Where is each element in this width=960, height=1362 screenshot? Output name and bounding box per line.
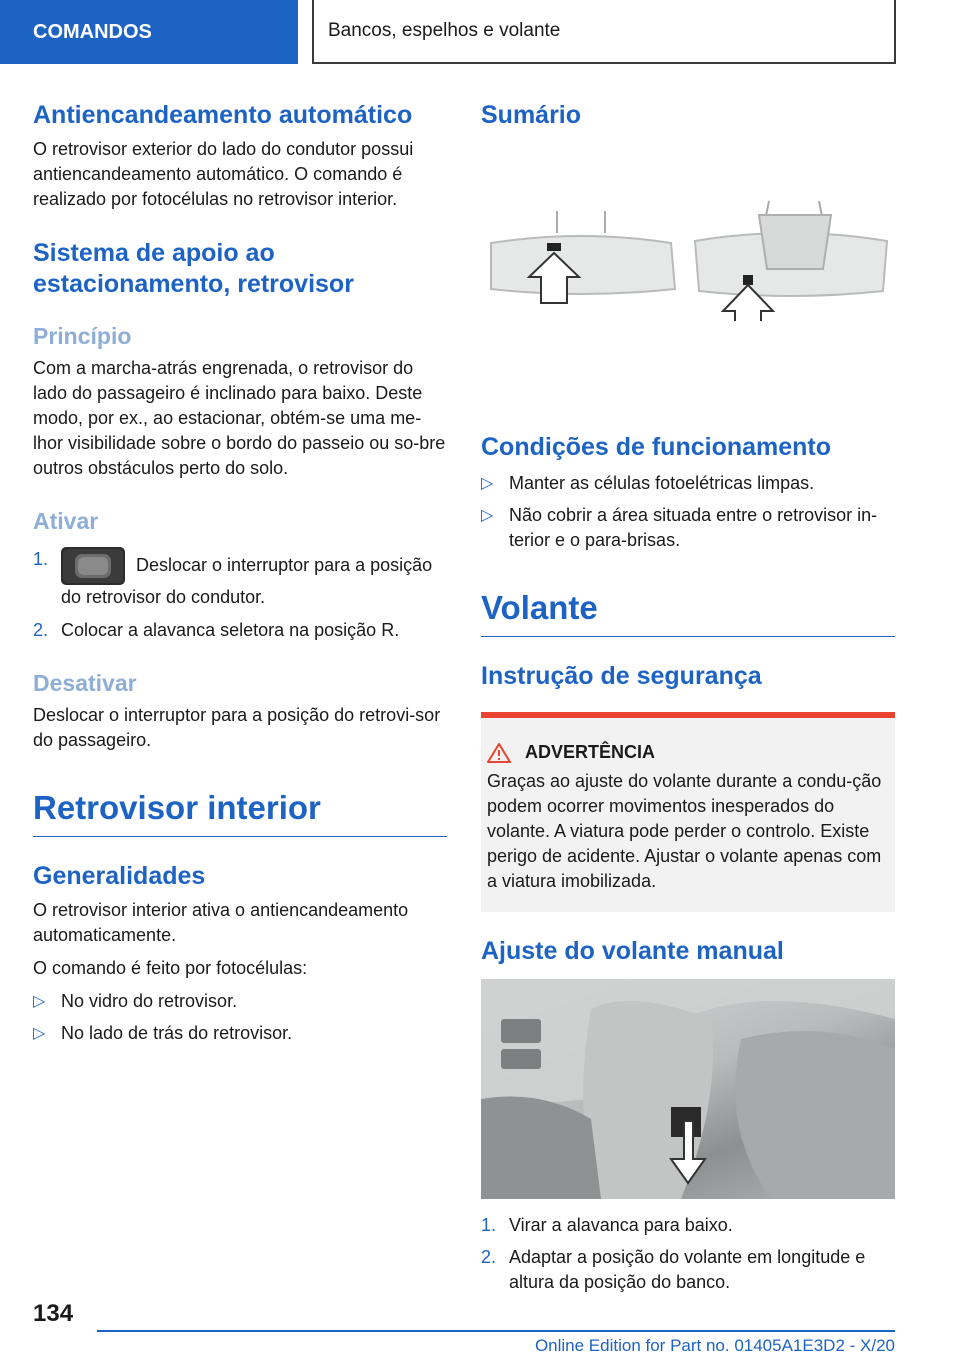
heading-sumario: Sumário	[481, 101, 582, 129]
heading-retrovisor-interior: Retrovisor interior	[33, 789, 447, 837]
list-item	[481, 1245, 895, 1295]
list-item-text: Não cobrir a área situada entre o retrovisor in-terior e o para-brisas.	[509, 505, 878, 550]
heading-generalidades: Generalidades	[33, 862, 206, 890]
heading-instrucao: Instrução de segurança	[481, 662, 762, 690]
paragraph-antiencandeamento: O retrovisor exterior do lado do condutor possui antiencandeamento automático. O comando é realizado por fotocélulas no retrovisor interior.	[33, 139, 414, 209]
paragraph-desativar: Deslocar o interruptor para a posição do retrovi-sor do passageiro.	[33, 705, 441, 750]
footer-edition: Online Edition for Part no. 01405A1E3D2 - X/20	[534, 1336, 895, 1355]
triangle-right-icon: ▷	[481, 475, 494, 492]
ajuste-list	[481, 1213, 895, 1295]
list-item	[481, 503, 895, 553]
heading-sistema-apoio: Sistema de apoio ao estacionamento, retrovisor	[33, 239, 354, 298]
triangle-right-icon: ▷	[481, 507, 494, 524]
list-item	[33, 989, 447, 1014]
warning-text: Graças ao ajuste do volante durante a condu-ção podem ocorrer movimentos inesperados do volante. A viatura pode perder o controlo. Existe perigo de acidente. Ajustar o volante apenas com a viatura imobilizada.	[487, 771, 882, 891]
heading-ativar: Ativar	[33, 508, 99, 534]
list-item	[33, 1021, 447, 1046]
heading-ajuste: Ajuste do volante manual	[481, 937, 784, 965]
step-text: Colocar a alavanca seletora na posição R.	[61, 620, 400, 640]
section-tab	[0, 0, 298, 64]
list-item	[33, 618, 447, 643]
mirror-switch-icon	[61, 547, 125, 585]
heading-condicoes: Condições de funcionamento	[481, 433, 832, 461]
list-item	[33, 547, 447, 610]
list-item-text: No lado de trás do retrovisor.	[61, 1023, 293, 1043]
steering-adjust-photo	[481, 979, 895, 1199]
list-item	[481, 1213, 895, 1238]
mirror-illustration	[481, 171, 895, 321]
step-number: 1.	[481, 1215, 497, 1235]
step-number: 2.	[481, 1247, 497, 1267]
step-number: 1.	[33, 549, 49, 569]
breadcrumb-label: Bancos, espelhos e volante	[328, 20, 561, 41]
step-text: Deslocar o interruptor para a posição do retrovisor do condutor.	[61, 554, 433, 607]
warning-header	[487, 740, 887, 765]
warning-title: ADVERTÊNCIA	[525, 742, 656, 762]
list-item-text: Manter as células fotoelétricas limpas.	[509, 473, 815, 493]
section-label: COMANDOS	[33, 20, 152, 43]
mirror-diagram-icon	[481, 171, 895, 321]
generalidades-list	[33, 989, 447, 1046]
paragraph-generalidades-2: O comando é feito por fotocélulas:	[33, 958, 308, 978]
condicoes-list	[481, 471, 895, 553]
list-item	[481, 471, 895, 496]
heading-principio: Princípio	[33, 323, 132, 349]
heading-desativar: Desativar	[33, 670, 137, 696]
breadcrumb	[312, 0, 896, 64]
footer-divider	[97, 1330, 895, 1332]
step-text: Adaptar a posição do volante em longitude e altura da posição do banco.	[509, 1247, 866, 1292]
triangle-right-icon: ▷	[33, 1025, 46, 1042]
paragraph-generalidades-1: O retrovisor interior ativa o antiencandeamento automaticamente.	[33, 900, 409, 945]
list-item-text: No vidro do retrovisor.	[61, 991, 238, 1011]
page-number: 134	[33, 1300, 74, 1327]
warning-box	[481, 712, 895, 912]
warning-triangle-icon	[487, 742, 511, 764]
paragraph-principio: Com a marcha-atrás engrenada, o retrovisor do lado do passageiro é inclinado para baixo. Deste modo, por ex., ao estacionar, obtém-se uma me-lhor visibilidade sobre o bordo do passeio ou so-bre outros obstáculos perto do solo.	[33, 358, 446, 478]
step-number: 2.	[33, 620, 49, 640]
step-text: Virar a alavanca para baixo.	[509, 1215, 733, 1235]
triangle-right-icon: ▷	[33, 993, 46, 1010]
left-column	[33, 100, 447, 1046]
heading-antiencandeamento: Antiencandeamento automático	[33, 101, 413, 129]
heading-volante: Volante	[481, 589, 895, 637]
right-column	[481, 100, 895, 1295]
steering-lever-icon	[481, 979, 895, 1199]
ativar-list	[33, 547, 447, 643]
